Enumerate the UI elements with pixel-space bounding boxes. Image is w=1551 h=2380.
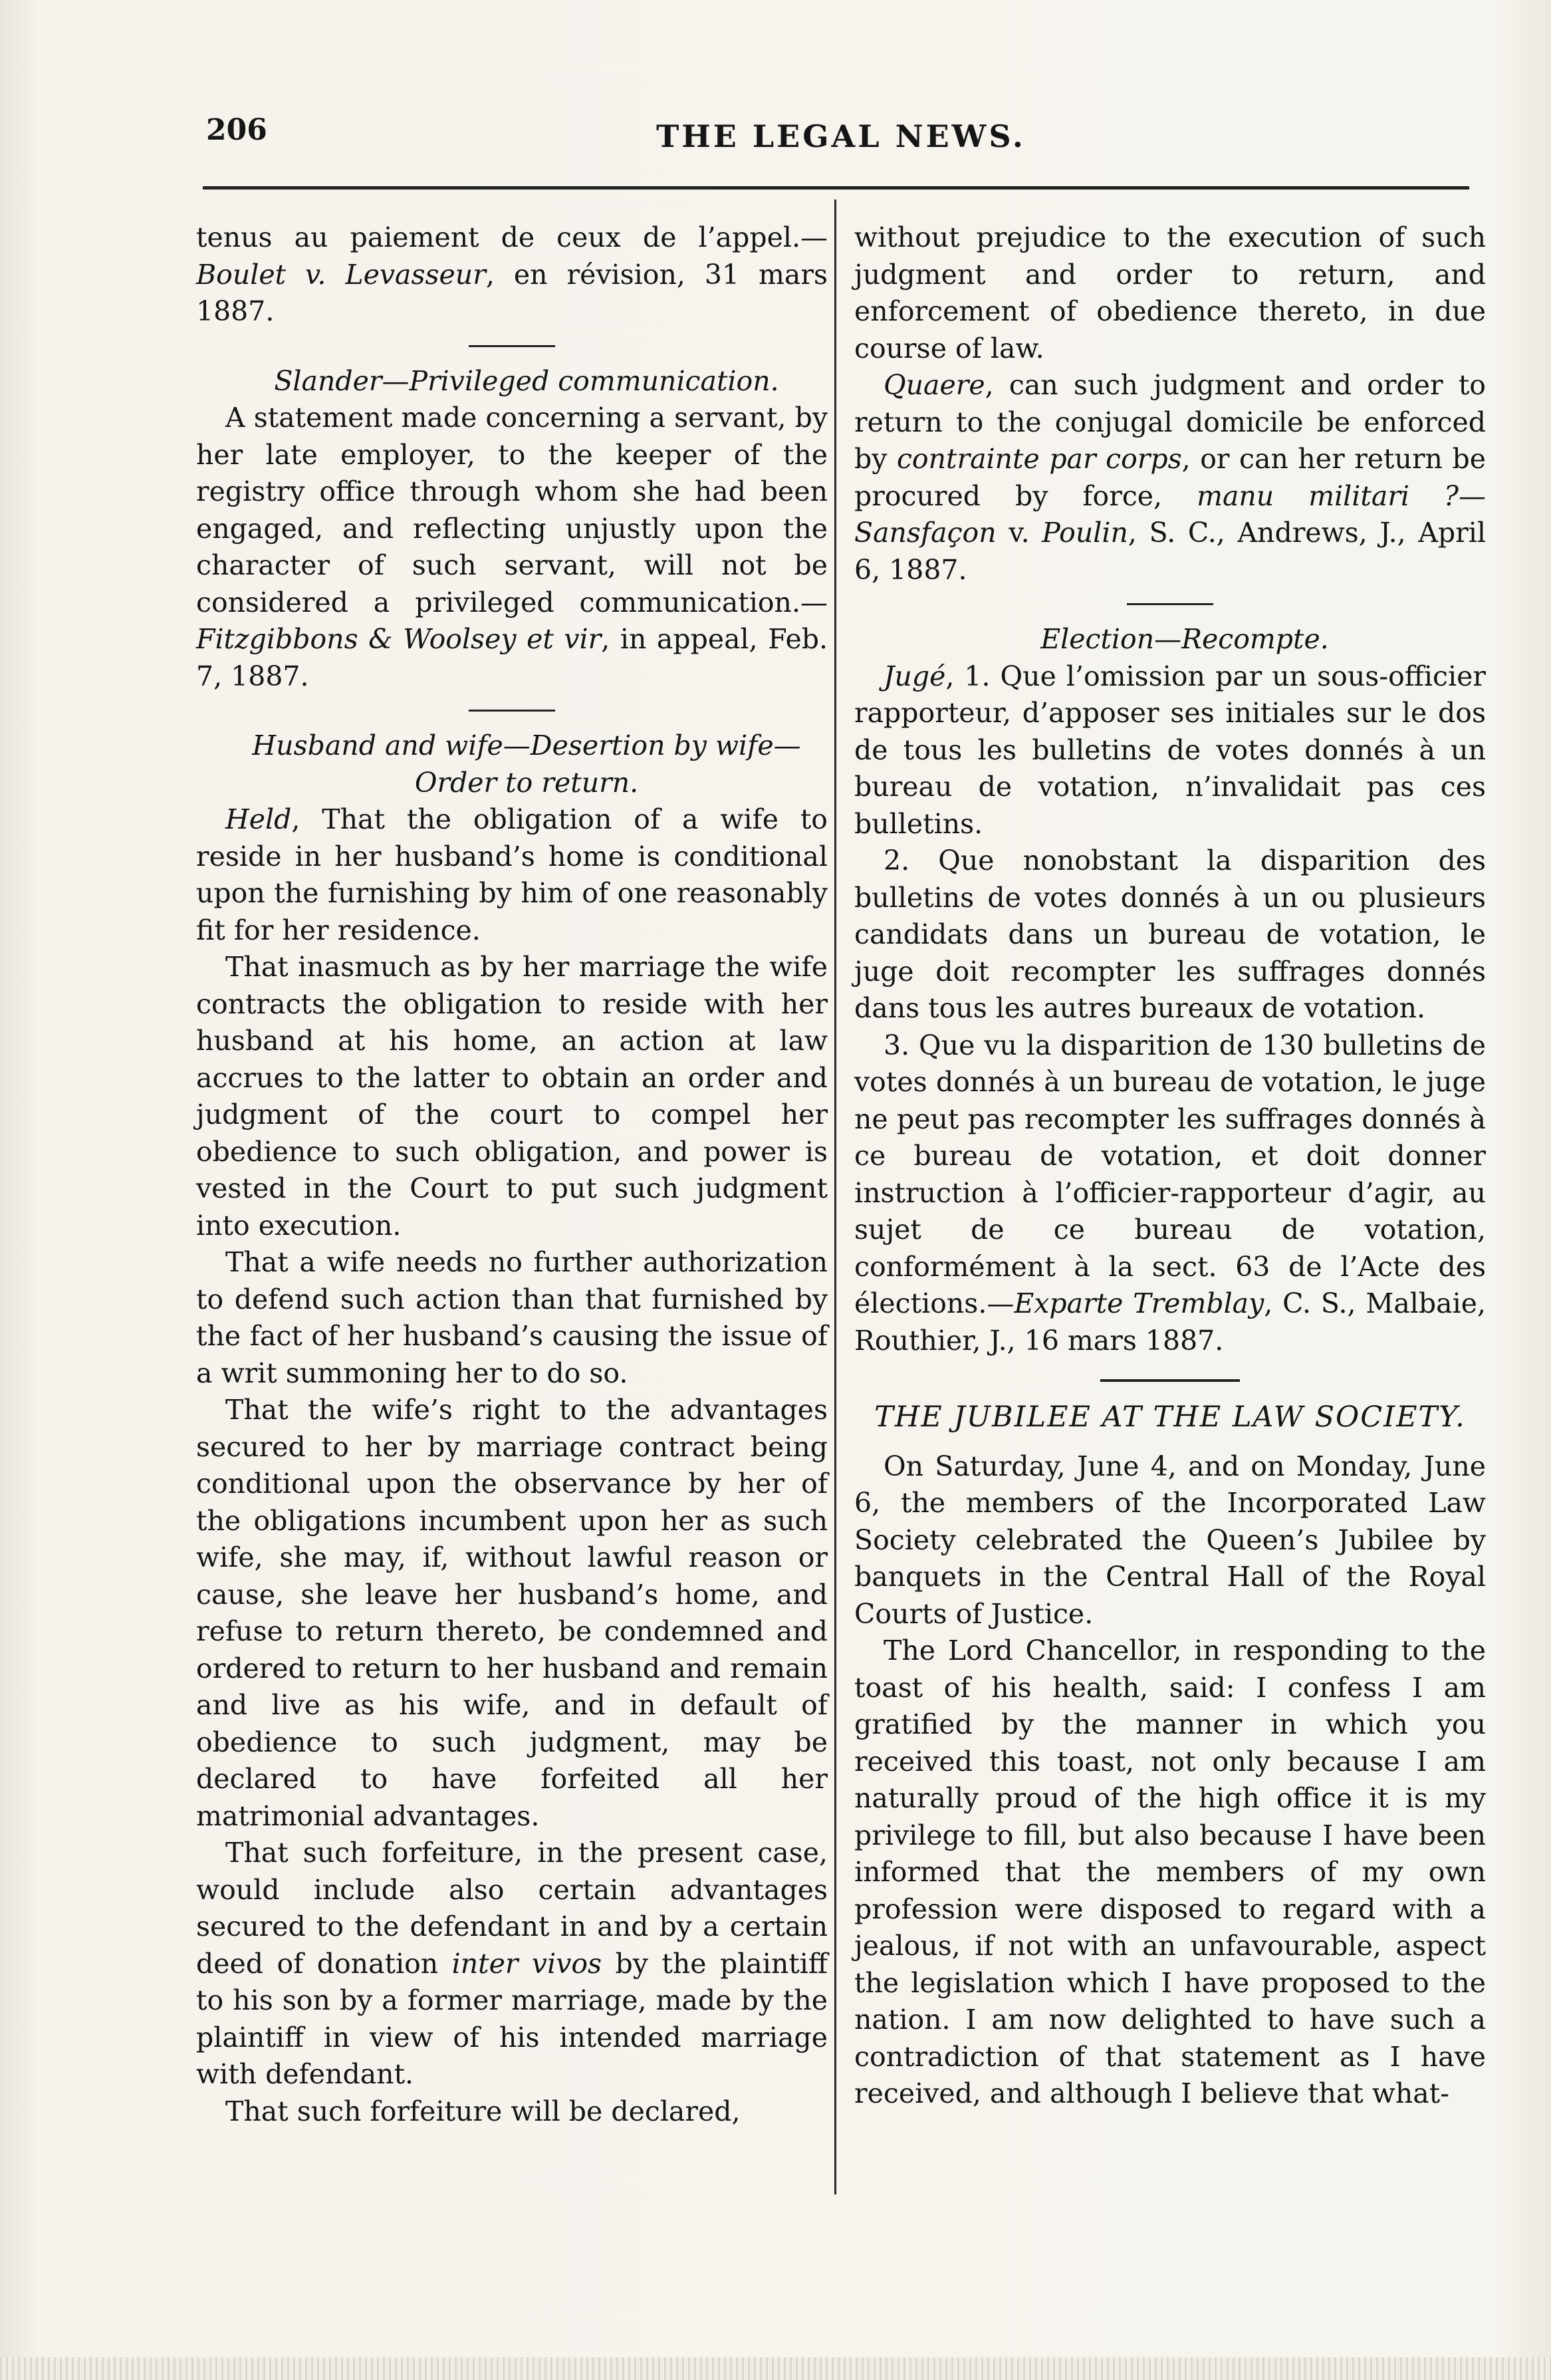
page-bottom-edge: [0, 2357, 1551, 2380]
left-column: [196, 219, 828, 2130]
case-heading: Slander—Privileged communication.: [274, 364, 779, 397]
case-heading: Order to return.: [414, 766, 639, 799]
paragraph: That such forfeiture will be declared,: [225, 2095, 741, 2127]
paragraph: without prejudice to the execution of such judgment and order to return, and enforcement of obedience thereto, in due course of law.: [854, 221, 1486, 364]
paragraph: 3. Que vu la disparition de 130 bulletins de votes donnés à un bureau de votation, le juge ne peut pas recompter les suffrages donnés à ce bureau de votation, et doit donner instruction à l’officier-rapporteur d’agir, au sujet de ce bureau de votation, conformément à la sect. 63 de l’Acte des élections.—Exparte Tremblay, C. S., Malbaie, Routhier, J., 16 mars 1887.: [854, 1029, 1486, 1357]
section-separator: [1127, 603, 1213, 605]
paragraph: Held, That the obligation of a wife to reside in her husband’s home is conditional upon the furnishing by him of one reasonably fit for her residence.: [196, 803, 828, 946]
section-separator: [1100, 1379, 1240, 1382]
right-column: [854, 219, 1486, 2113]
column-divider: [834, 199, 836, 2194]
article-title: THE JUBILEE AT THE LAW SOCIETY.: [874, 1400, 1466, 1434]
paragraph: A statement made concerning a servant, by her late employer, to the keeper of the registry office through whom she had been engaged, and reflecting unjustly upon the character of such servant, will not be considered a privileged communication.—Fitzgibbons & Woolsey et vir, in appeal, Feb. 7, 1887.: [196, 402, 828, 692]
paragraph: That a wife needs no further authorization to defend such action than that furnished by the fact of her husband’s causing the issue of a writ summoning her to do so.: [196, 1246, 828, 1389]
section-separator: [469, 710, 555, 712]
paragraph: tenus au paiement de ceux de l’appel.—Boulet v. Levasseur, en révision, 31 mars 1887.: [196, 221, 828, 327]
header-rule: [203, 186, 1469, 190]
page-header: [193, 113, 1489, 166]
paragraph: Jugé, 1. Que l’omission par un sous-officier rapporteur, d’apposer ses initiales sur le dos de tous les bulletins de votes donnés à un bureau de votation, n’invalidait pas ces bulletins.: [854, 660, 1486, 840]
paragraph: That the wife’s right to the advantages secured to her by marriage contract being conditional upon the observance by her of the obligations incumbent upon her as such wife, she may, if, without lawful reason or cause, she leave her husband’s home, and refuse to return thereto, be condemned and ordered to return to her husband and remain and live as his wife, and in default of obedience to such judgment, may be declared to have forfeited all her matrimonial advantages.: [196, 1394, 828, 1832]
section-separator: [469, 345, 555, 347]
page-number: 206: [206, 113, 267, 147]
paragraph: On Saturday, June 4, and on Monday, June 6, the members of the Incorporated Law Society celebrated the Queen’s Jubilee by banquets in the Central Hall of the Royal Courts of Justice.: [854, 1450, 1486, 1630]
case-heading: Husband and wife—Desertion by wife—: [252, 729, 801, 761]
paragraph: That such forfeiture, in the present case, would include also certain advantages secured to the defendant in and by a certain deed of donation inter vivos by the plaintiff to his son by a former marriage, made by the plaintiff in view of his intended marriage with defendant.: [196, 1837, 828, 2090]
paragraph: 2. Que nonobstant la disparition des bulletins de votes donnés à un ou plusieurs candidats dans un bureau de votation, le juge doit recompter les suffrages donnés dans tous les autres bureaux de votation.: [854, 845, 1486, 1024]
paragraph: The Lord Chancellor, in responding to the toast of his health, said: I confess I am gratified by the manner in which you received this toast, not only because I am naturally proud of the high office it is my privilege to fill, but also because I have been informed that the members of my own profession were disposed to regard with a jealous, if not with an unfavourable, aspect the legislation which I have proposed to the nation. I am now delighted to have such a contradiction of that statement as I have received, and although I believe that what-: [854, 1635, 1486, 2109]
paragraph: Quaere, can such judgment and order to return to the conjugal domicile be enforced by contrainte par corps, or can her return be procured by force, manu militari ?—Sansfaçon v. Poulin, S. C., Andrews, J., April 6, 1887.: [854, 369, 1487, 586]
paragraph: That inasmuch as by her marriage the wife contracts the obligation to reside with her husband at his home, an action at law accrues to the latter to obtain an order and judgment of the court to compel her obedience to such obligation, and power is vested in the Court to put such judgment into execution.: [196, 951, 828, 1242]
running-title: THE LEGAL NEWS.: [656, 118, 1026, 154]
case-heading: Election—Recompte.: [1040, 623, 1329, 655]
